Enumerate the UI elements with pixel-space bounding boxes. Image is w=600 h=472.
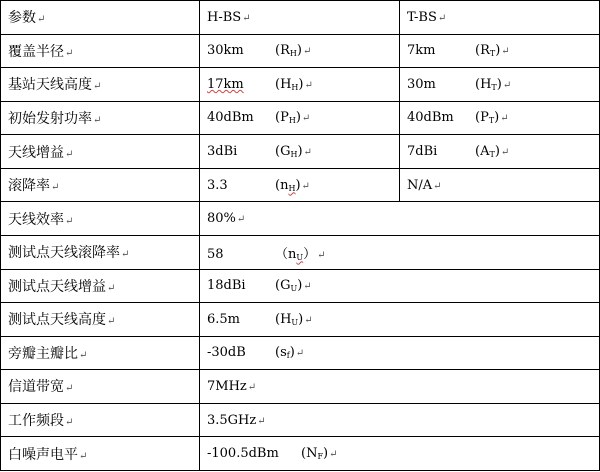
shared-value-cell [200, 269, 600, 303]
row-label: 工作频段 [8, 413, 64, 430]
row-label-cell [1, 68, 200, 102]
hbs-value-cell [200, 168, 400, 202]
row-label: 测试点天线高度 [8, 312, 106, 329]
header-tbs-label: T-BS [407, 9, 437, 25]
row-label-cell [1, 303, 200, 337]
paragraph-mark-icon: ↵ [317, 249, 326, 261]
hbs-value-cell [200, 101, 400, 135]
paragraph-mark-icon: ↵ [107, 316, 116, 328]
row-label: 天线增益 [8, 144, 64, 161]
table-header-row [1, 1, 600, 35]
hbs-value: 40dBm [207, 110, 254, 126]
paragraph-mark-icon: ↵ [37, 14, 46, 26]
table-row [1, 68, 600, 102]
paragraph-mark-icon: ↵ [500, 147, 510, 159]
row-label: 测试点天线增益 [8, 278, 106, 295]
tbs-symbol: $(A_T)$ [475, 144, 500, 160]
paragraph-mark-icon: ↵ [257, 415, 266, 427]
paragraph-mark-icon: ↵ [247, 381, 257, 393]
paragraph-mark-icon: ↵ [242, 12, 251, 24]
tbs-value: 7km [407, 43, 436, 59]
row-label: 初始发射功率 [8, 110, 92, 127]
shared-value-cell [200, 403, 600, 437]
paragraph-mark-icon: ↵ [502, 79, 512, 91]
row-label: 滚降率 [8, 178, 50, 195]
table-row [1, 336, 600, 370]
table-row [1, 101, 600, 135]
paragraph-mark-icon: ↵ [65, 47, 74, 59]
row-label: 测试点天线滚降率 [8, 245, 120, 262]
hbs-symbol: $(n_H)$ [275, 177, 301, 193]
tbs-symbol: $(H_T)$ [475, 76, 502, 92]
shared-value: 80% [207, 211, 236, 227]
paragraph-mark-icon: ↵ [65, 417, 74, 429]
paragraph-mark-icon: ↵ [51, 182, 60, 194]
shared-value: -100.5dBm [207, 446, 279, 462]
paragraph-mark-icon: ↵ [437, 12, 447, 24]
tbs-value: 40dBm [407, 110, 454, 126]
row-label-cell [1, 168, 200, 202]
paragraph-mark-icon: ↵ [303, 147, 312, 159]
paragraph-mark-icon: ↵ [304, 79, 313, 91]
hbs-value: 3dBi [207, 144, 238, 160]
paragraph-mark-icon: ↵ [295, 348, 305, 360]
shared-symbol: $(s_f)$ [275, 345, 295, 361]
paragraph-mark-icon: ↵ [93, 114, 102, 126]
paragraph-mark-icon: ↵ [301, 180, 310, 192]
hbs-value-cell [200, 34, 400, 68]
tbs-value: 30m [407, 76, 436, 92]
tbs-symbol: $(P_T)$ [475, 110, 500, 126]
hbs-value: 30km [207, 43, 244, 59]
row-label: 天线效率 [8, 211, 64, 228]
tbs-value-cell [400, 68, 600, 102]
table-row [1, 370, 600, 404]
paragraph-mark-icon: ↵ [236, 214, 246, 226]
paragraph-mark-icon: ↵ [107, 282, 116, 294]
tbs-value-cell [400, 135, 600, 169]
paragraph-mark-icon: ↵ [304, 314, 313, 326]
paragraph-mark-icon: ↵ [65, 215, 74, 227]
hbs-value-cell [200, 68, 400, 102]
hbs-value-cell [200, 135, 400, 169]
row-label-cell [1, 101, 200, 135]
table-row [1, 437, 600, 471]
paragraph-mark-icon: ↵ [65, 148, 74, 160]
paragraph-mark-icon: ↵ [501, 46, 510, 58]
shared-value-cell [200, 202, 600, 236]
tbs-value-cell [400, 34, 600, 68]
paragraph-mark-icon: ↵ [121, 249, 130, 261]
row-label-cell [1, 403, 200, 437]
table-row [1, 403, 600, 437]
paragraph-mark-icon: ↵ [93, 81, 102, 93]
table-row [1, 235, 600, 269]
shared-value: 7MHz [207, 378, 247, 394]
header-tbs-cell [400, 1, 600, 35]
tbs-value: 7dBi [407, 144, 438, 160]
paragraph-mark-icon: ↵ [433, 180, 442, 192]
table-row [1, 135, 600, 169]
shared-value: -30dB [207, 345, 246, 361]
hbs-symbol: $(G_H)$ [275, 144, 303, 160]
row-label-cell [1, 370, 200, 404]
paragraph-mark-icon: ↵ [301, 113, 311, 125]
shared-symbol: $(N_F)$ [301, 446, 329, 462]
paragraph-mark-icon: ↵ [79, 349, 88, 361]
row-label-cell [1, 336, 200, 370]
shared-value-cell [200, 235, 600, 269]
tbs-symbol: $(R_T)$ [475, 43, 501, 59]
shared-value-cell [200, 370, 600, 404]
row-label-cell [1, 269, 200, 303]
row-label: 信道带宽 [8, 379, 64, 396]
table-row [1, 202, 600, 236]
table-row [1, 34, 600, 68]
row-label: 旁瓣主瓣比 [8, 345, 78, 362]
paragraph-mark-icon: ↵ [302, 46, 312, 58]
hbs-symbol: $(P_H)$ [275, 110, 301, 126]
shared-value: 58 [207, 246, 224, 262]
header-hbs-cell [200, 1, 400, 35]
table-row [1, 303, 600, 337]
row-label: 覆盖半径 [8, 43, 64, 60]
tbs-value-cell [400, 101, 600, 135]
tbs-value-cell [400, 168, 600, 202]
shared-value: 6.5m [207, 311, 241, 327]
shared-symbol: $(G_U)$ [275, 278, 303, 294]
shared-value-cell [200, 336, 600, 370]
row-label-cell [1, 437, 200, 471]
row-label-cell [1, 202, 200, 236]
table-row [1, 168, 600, 202]
table-row [1, 269, 600, 303]
tbs-value: N/A [407, 177, 433, 193]
hbs-value: 3.3 [207, 177, 228, 193]
header-param-cell [1, 1, 200, 35]
paragraph-mark-icon: ↵ [329, 449, 338, 461]
shared-symbol: $(H_U)$ [275, 311, 304, 327]
hbs-symbol: $(R_H)$ [275, 43, 302, 59]
row-label: 白噪声电平 [8, 446, 78, 463]
row-label-cell [1, 135, 200, 169]
shared-value-cell [200, 303, 600, 337]
row-label-cell [1, 235, 200, 269]
shared-value: 3.5GHz [207, 412, 257, 428]
header-hbs-label: H-BS [207, 9, 242, 25]
paragraph-mark-icon: ↵ [79, 450, 88, 462]
shared-value: 18dBi [207, 278, 246, 294]
shared-value-cell [200, 437, 600, 471]
shared-symbol: $(n_U)$ [275, 246, 317, 262]
header-param-label: 参数 [8, 10, 36, 27]
hbs-value: 17km [207, 76, 244, 92]
row-label: 基站天线高度 [8, 77, 92, 94]
row-label-cell [1, 34, 200, 68]
paragraph-mark-icon: ↵ [65, 383, 74, 395]
hbs-symbol: $(H_H)$ [275, 76, 304, 92]
paragraph-mark-icon: ↵ [500, 113, 509, 125]
paragraph-mark-icon: ↵ [303, 281, 312, 293]
